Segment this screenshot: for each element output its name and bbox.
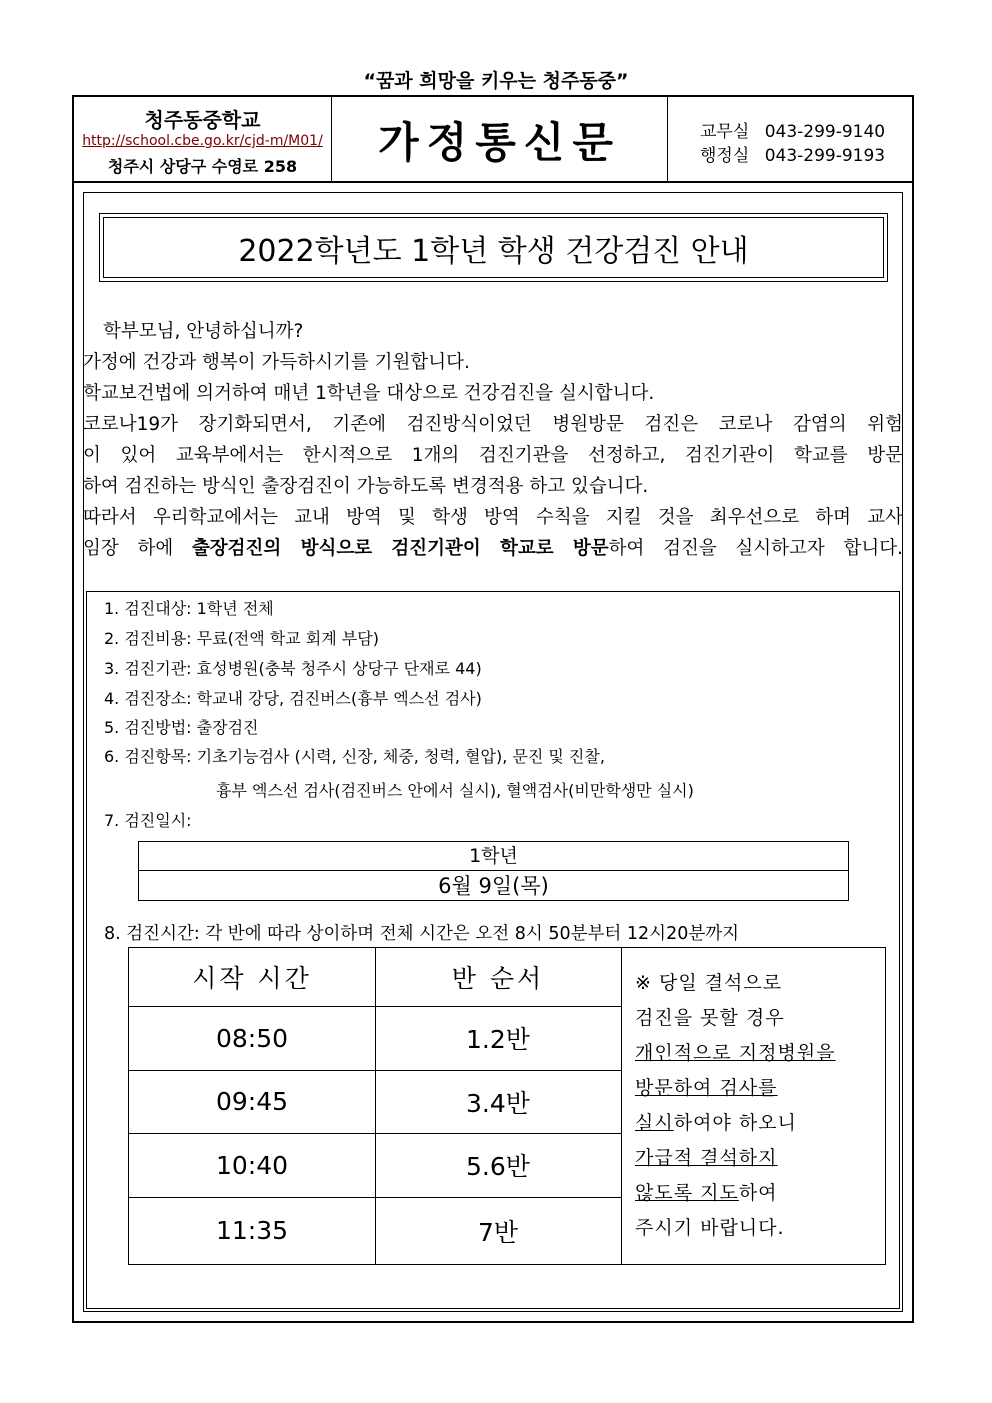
body-line: 따라서 우리학교에서는 교내 방역 및 학생 방역 수칙을 지킬 것을 최우선으로 하며 교사 — [83, 507, 903, 528]
info-item: 7. 검진일시: — [104, 811, 192, 830]
body-text: 하여 검진을 실시하고자 합니다. — [608, 538, 903, 559]
header-divider-right — [667, 95, 668, 182]
info-item-continued: 흉부 엑스선 검사(검진버스 안에서 실시), 혈액검사(비만학생만 실시) — [216, 781, 694, 800]
note-text-underlined: 않도록 지도 — [635, 1182, 739, 1204]
schedule-grade: 1학년 — [139, 842, 848, 871]
note-line: 주시기 바랍니다. — [635, 1217, 785, 1239]
contact-phone: 043-299-9140 — [764, 122, 886, 142]
body-line: 이 있어 교육부에서는 한시적으로 1개의 검진기관을 선정하고, 검진기관이 학교를 방문 — [83, 445, 903, 466]
school-url-link[interactable]: http://school.cbe.go.kr/cjd-m/M01/ — [82, 133, 323, 149]
table-cell-class: 5.6반 — [466, 1152, 530, 1181]
newsletter-title: 가정통신문 — [378, 118, 621, 167]
greeting: 학부모님, 안녕하십니까? — [103, 321, 304, 342]
body-line: 학교보건법에 의거하여 매년 1학년을 대상으로 건강검진을 실시합니다. — [83, 383, 655, 404]
document-title-box — [99, 213, 888, 282]
header-divider — [72, 181, 914, 183]
contact-label: 행정실 — [700, 146, 750, 166]
table-cell-time: 09:45 — [215, 1087, 289, 1116]
table-cell-time: 10:40 — [215, 1150, 289, 1180]
absence-note — [635, 966, 836, 1246]
info-item: 6. 검진항목: 기초기능검사 (시력, 신장, 체중, 청력, 혈압), 문진 및 진찰, — [104, 747, 605, 766]
body-line-last — [83, 533, 903, 564]
table-cell-class: 7반 — [477, 1217, 519, 1247]
note-line: 검진을 못할 경우 — [635, 1007, 785, 1029]
letter-body — [83, 316, 903, 564]
body-line: 코로나19가 장기화되면서, 기존에 검진방식이었던 병원방문 검진은 코로나 감염의 위험 — [83, 414, 903, 435]
table-cell-time: 11:35 — [215, 1216, 289, 1245]
body-line: 가정에 건강과 행복이 가득하시기를 기원합니다. — [83, 352, 470, 373]
info-item: 5. 검진방법: 출장검진 — [104, 718, 259, 737]
schedule-date: 6월 9일(목) — [438, 874, 549, 898]
note-text: 하여 — [738, 1182, 778, 1204]
contact-admin — [700, 141, 885, 166]
note-line: ※ 당일 결석으로 — [635, 972, 783, 994]
body-text: 임장 하에 — [83, 538, 192, 559]
note-line-underlined: 가급적 결석하지 — [635, 1147, 778, 1169]
body-line: 하여 검진하는 방식인 출장검진이 가능하도록 변경적용 하고 있습니다. — [83, 476, 649, 497]
info-item: 2. 검진비용: 무료(전액 학교 회계 부담) — [104, 629, 379, 648]
note-text-underlined: 실시 — [635, 1112, 674, 1134]
time-table — [128, 947, 886, 1265]
contact-phone: 043-299-9193 — [764, 146, 886, 166]
table-cell-time: 08:50 — [215, 1023, 289, 1053]
school-address: 청주시 상당구 수영로 258 — [107, 157, 298, 176]
info-item: 4. 검진장소: 학교내 강당, 검진버스(흉부 엑스선 검사) — [104, 689, 482, 708]
table-cell-class: 3.4반 — [466, 1088, 530, 1118]
info-item: 3. 검진기관: 효성병원(충북 청주시 상당구 단재로 44) — [104, 659, 482, 678]
table-divider — [621, 948, 622, 1264]
column-header-time: 시작 시간 — [192, 964, 312, 993]
contact-label: 교무실 — [700, 122, 750, 142]
table-cell-class: 1.2반 — [466, 1025, 530, 1054]
school-name: 청주동중학교 — [144, 108, 261, 132]
school-motto: “꿈과 희망을 키우는 청주동중” — [363, 70, 629, 92]
note-line-underlined: 개인적으로 지정병원을 — [635, 1042, 836, 1064]
info-item: 8. 검진시간: 각 반에 따라 상이하며 전체 시간은 오전 8시 50분부터 12시20분까지 — [104, 924, 740, 944]
document-title: 2022학년도 1학년 학생 건강검진 안내 — [103, 217, 884, 278]
note-line-underlined: 방문하여 검사를 — [635, 1077, 778, 1099]
column-header-class: 반 순서 — [451, 964, 545, 993]
schedule-table — [138, 841, 849, 901]
info-item: 1. 검진대상: 1학년 전체 — [104, 599, 274, 618]
body-text-bold: 출장검진의 방식으로 검진기관이 학교로 방문 — [191, 538, 609, 559]
note-text: 하여야 하오니 — [673, 1112, 797, 1134]
contact-office — [700, 117, 885, 142]
